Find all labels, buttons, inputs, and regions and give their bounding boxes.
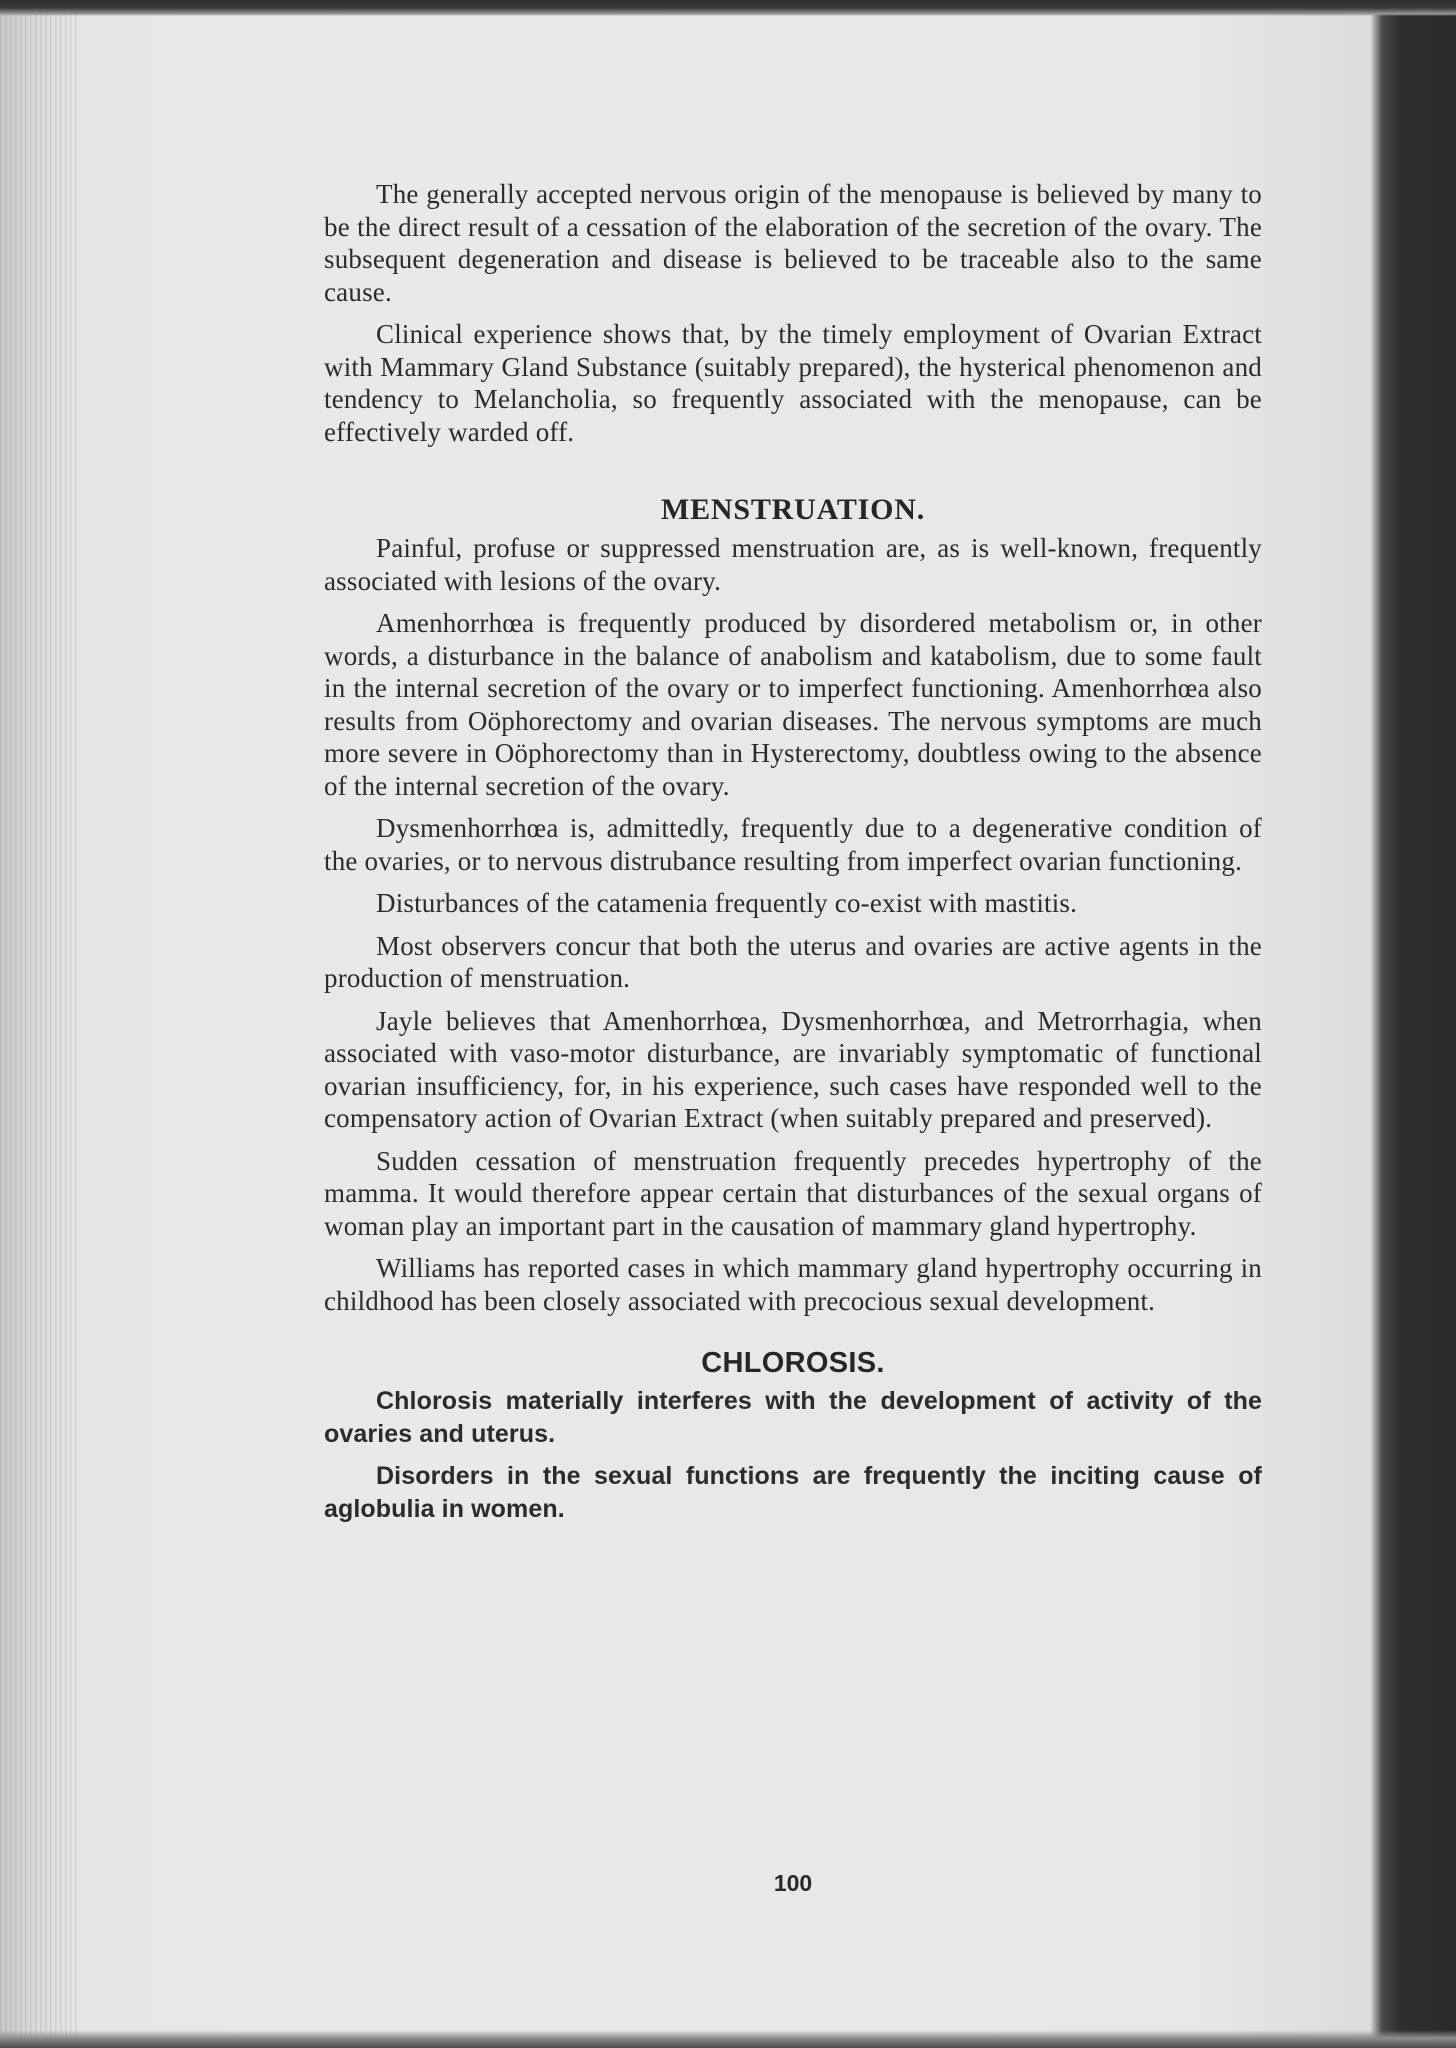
section-heading-menstruation: MENSTRUATION. [660,493,926,526]
menstruation-paragraph-7: Sudden cessation of menstruation frequently precedes hypertrophy of the mamma. It would therefore appear certain that disturbances of the sexual organs of woman play an important part in the causation of mammary gland hypertrophy. [324,1145,1262,1241]
menstruation-paragraph-2: Amenhorrhœa is frequently produced by disordered metabolism or, in other words, a disturbance in the balance of anabolism and katabolism, due to some fault in the internal secretion of the ovary or to imperfect functioning. Amenhorrhœa also results from Oöphorectomy and ovarian diseases. The nervous symptoms are much more severe in Oöphorectomy than in Hysterectomy, doubtless owing to the absence of the internal secretion of the ovary. [324,608,1262,801]
scan-bottom-border [0,2030,1456,2048]
chlorosis-paragraph-2: Disorders in the sexual functions are frequently the inciting cause of aglobulia in women. [324,1462,1262,1523]
page-stack-edge [0,0,80,2048]
menstruation-paragraph-1: Painful, profuse or suppressed menstruation are, as is well-known, frequently associated with lesions of the ovary. [324,533,1262,596]
menstruation-paragraph-8: Williams has reported cases in which mammary gland hypertrophy occurring in childhood has been closely associated with precocious sexual development. [324,1253,1262,1316]
menstruation-paragraph-3: Dysmenhorrhœa is, admittedly, frequently due to a degenerative condition of the ovaries, or to nervous distrubance resulting from imperfect ovarian functioning. [324,813,1262,876]
section-heading-chlorosis: CHLOROSIS. [701,1347,885,1379]
scan-top-border [0,0,1456,16]
intro-paragraph-2: Clinical experience shows that, by the timely employment of Ovarian Extract with Mammary Gland Substance (suitably prepared), the hysterical phenomenon and tendency to Melancholia, so frequently associated with the menopause, can be effectively warded off. [324,319,1262,447]
menstruation-paragraph-6: Jayle believes that Amenhorrhœa, Dysmenhorrhœa, and Metrorrhagia, when associated with vaso-motor disturbance, are invariably symptomatic of functional ovarian insufficiency, for, in his experience, such cases have responded well to the compensatory action of Ovarian Extract (when suitably prepared and preserved). [324,1005,1262,1133]
intro-paragraph-1: The generally accepted nervous origin of the menopause is believed by many to be the direct result of a cessation of the elaboration of the secretion of the ovary. The subsequent degeneration and disease is believed to be traceable also to the same cause. [324,179,1262,307]
chlorosis-paragraph-1: Chlorosis materially interferes with the development of activity of the ovaries and uterus. [324,1387,1262,1448]
menstruation-paragraph-5: Most observers concur that both the uterus and ovaries are active agents in the production of menstruation. [324,930,1262,993]
page-content [324,178,1262,1898]
page-number: 100 [773,1870,813,1896]
menstruation-paragraph-4: Disturbances of the catamenia frequently co-exist with mastitis. [376,888,1078,918]
